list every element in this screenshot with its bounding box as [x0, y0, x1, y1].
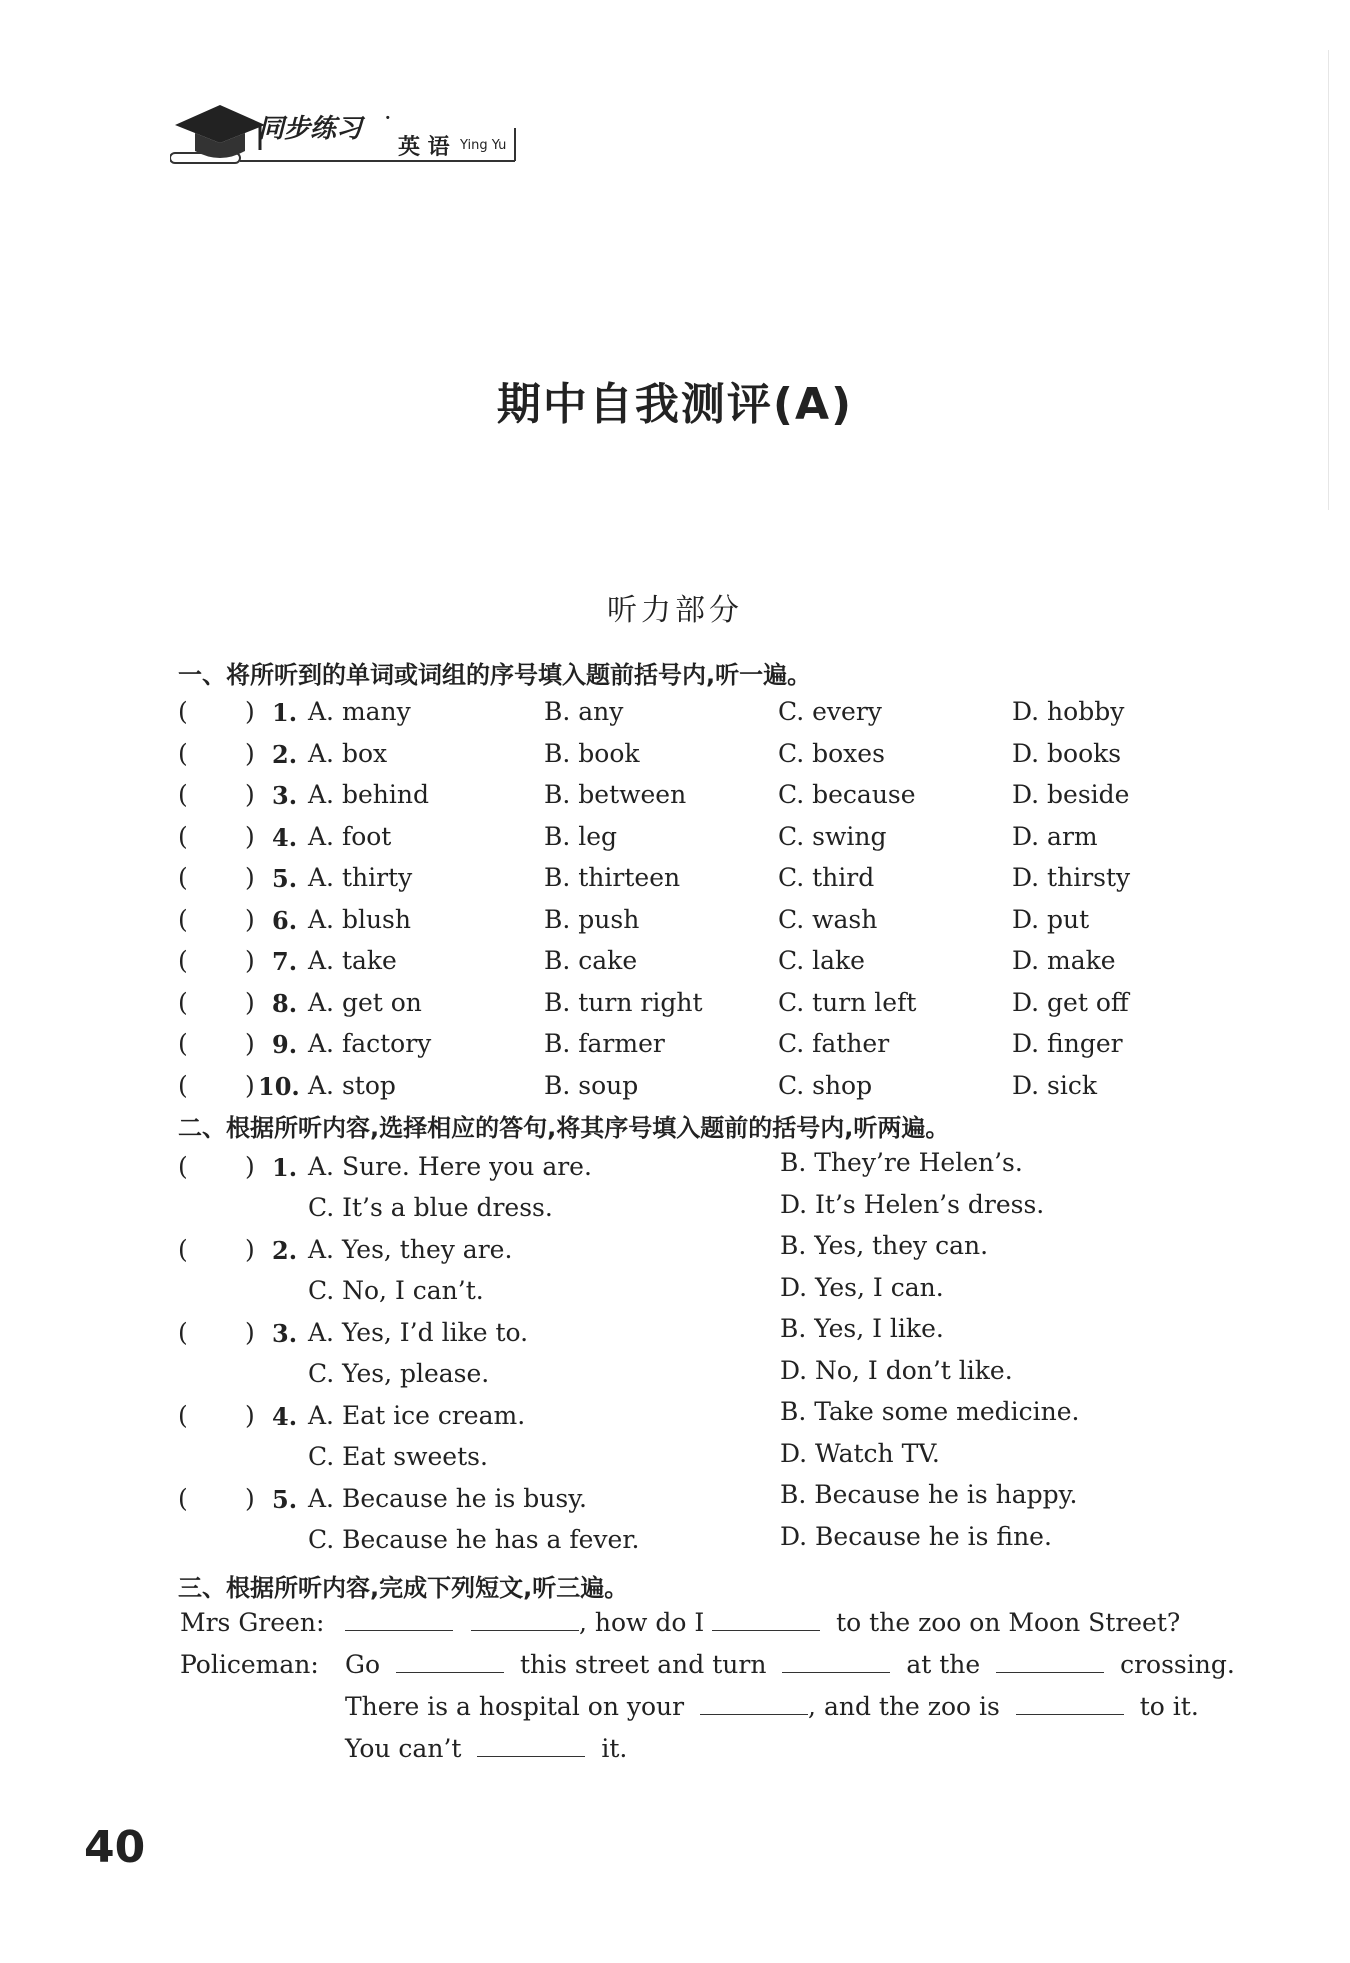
option-d: D. No, I don’t like.	[780, 1356, 1013, 1385]
option-b: B. turn right	[544, 987, 703, 1017]
page-title: 期中自我测评(A)	[496, 379, 854, 430]
line2-text-d: crossing.	[1120, 1650, 1235, 1679]
question-number: 10.	[258, 1071, 300, 1101]
option-b: B. Take some medicine.	[780, 1397, 1080, 1426]
option-a: A. Sure. Here you are.	[308, 1152, 592, 1181]
question-number: 9.	[272, 1030, 298, 1059]
answer-bracket-right: )	[245, 863, 255, 892]
answer-bracket-right: )	[245, 1401, 255, 1430]
option-a: A. take	[308, 946, 397, 975]
question-number: 2.	[272, 739, 298, 769]
dialogue-line-2-body	[345, 1650, 1235, 1679]
answer-bracket-left[interactable]: (	[178, 863, 188, 892]
option-a: A. stop	[308, 1070, 396, 1100]
dialogue-line-3	[345, 1692, 1199, 1721]
question-number: 7.	[272, 947, 298, 976]
line1-text-b: to the zoo on Moon Street?	[836, 1608, 1181, 1637]
question-number: 5.	[272, 864, 298, 893]
header-dot: ·	[384, 104, 392, 132]
option-d: D. Watch TV.	[780, 1439, 940, 1468]
option-d: D. arm	[1012, 821, 1098, 851]
answer-bracket-right: )	[245, 904, 255, 934]
answer-bracket-left[interactable]: (	[178, 780, 188, 809]
option-a: A. foot	[308, 821, 392, 851]
answer-bracket-left[interactable]: (	[178, 946, 188, 975]
option-d: D. hobby	[1012, 697, 1125, 726]
option-b: B. any	[544, 697, 624, 726]
answer-bracket-left[interactable]: (	[178, 1235, 188, 1264]
option-d: D. books	[1012, 738, 1122, 768]
option-b: B. book	[544, 738, 640, 768]
question-number: 1.	[272, 1153, 298, 1182]
option-c: C. shop	[778, 1070, 873, 1100]
option-c: C. third	[778, 863, 875, 892]
line3-text-a: There is a hospital on your	[345, 1692, 685, 1721]
option-d: D. finger	[1012, 1029, 1123, 1058]
answer-bracket-left[interactable]: (	[178, 1152, 188, 1181]
option-d: D. Yes, I can.	[780, 1273, 944, 1302]
answer-bracket-right: )	[245, 697, 255, 726]
question-number: 2.	[272, 1236, 298, 1265]
option-b: B. push	[544, 904, 640, 934]
answer-bracket-right: )	[245, 1235, 255, 1264]
option-d: D. get off	[1012, 987, 1129, 1017]
option-b: B. soup	[544, 1070, 639, 1100]
question-number: 6.	[272, 905, 298, 935]
answer-bracket-right: )	[245, 1070, 255, 1100]
question-number: 3.	[272, 1319, 298, 1348]
option-c: C. turn left	[778, 987, 917, 1017]
option-c: C. father	[778, 1029, 890, 1058]
option-a: A. Because he is busy.	[308, 1484, 587, 1513]
part2-instruction: 二、根据所听内容,选择相应的答句,将其序号填入题前的括号内,听两遍。	[178, 1114, 950, 1142]
question-number: 5.	[272, 1485, 298, 1514]
option-c: C. Yes, please.	[308, 1359, 490, 1388]
option-a: A. get on	[308, 987, 422, 1017]
option-b: B. cake	[544, 946, 638, 975]
option-b: B. Because he is happy.	[780, 1480, 1078, 1509]
blank-5[interactable]	[782, 1650, 890, 1673]
answer-bracket-left[interactable]: (	[178, 1484, 188, 1513]
subject-label: 英 语	[398, 135, 450, 160]
part3-instruction: 三、根据所听内容,完成下列短文,听三遍。	[178, 1574, 629, 1602]
graduation-cap-icon	[170, 95, 270, 175]
option-c: C. because	[778, 780, 916, 809]
option-c: C. Eat sweets.	[308, 1442, 488, 1471]
option-a: A. Eat ice cream.	[308, 1401, 526, 1430]
option-d: D. Because he is fine.	[780, 1522, 1052, 1551]
option-c: C. every	[778, 697, 882, 726]
blank-6[interactable]	[996, 1650, 1104, 1673]
line4-text-a: You can’t	[345, 1734, 462, 1763]
option-b: B. farmer	[544, 1029, 665, 1058]
option-c: C. wash	[778, 904, 878, 934]
dialogue-line-2	[180, 1650, 319, 1679]
blank-3[interactable]	[712, 1608, 820, 1631]
answer-bracket-left[interactable]: (	[178, 697, 188, 726]
option-a: A. blush	[308, 904, 411, 934]
page-number: 40	[84, 1822, 146, 1873]
dialogue-line-4	[345, 1734, 627, 1763]
blank-8[interactable]	[1016, 1692, 1124, 1715]
answer-bracket-left[interactable]: (	[178, 1070, 188, 1100]
header-rule	[240, 160, 515, 162]
option-a: A. Yes, I’d like to.	[308, 1318, 529, 1347]
line4-text-b: it.	[601, 1734, 628, 1763]
line3-text-c: to it.	[1139, 1692, 1199, 1721]
option-d: D. thirsty	[1012, 863, 1131, 892]
option-c: C. It’s a blue dress.	[308, 1193, 553, 1222]
option-d: D. sick	[1012, 1070, 1098, 1100]
answer-bracket-left[interactable]: (	[178, 1318, 188, 1347]
dialogue-line-1	[180, 1608, 324, 1637]
option-c: C. No, I can’t.	[308, 1276, 484, 1305]
answer-bracket-right: )	[245, 987, 255, 1017]
option-c: C. lake	[778, 946, 865, 975]
blank-7[interactable]	[700, 1692, 808, 1715]
line2-text-b: this street and turn	[519, 1650, 767, 1679]
question-number: 1.	[272, 698, 298, 727]
answer-bracket-right: )	[245, 780, 255, 809]
answer-bracket-right: )	[245, 1484, 255, 1513]
option-a: A. behind	[308, 780, 429, 809]
answer-bracket-right: )	[245, 946, 255, 975]
subject-pinyin: Ying Yu	[460, 138, 507, 153]
answer-bracket-right: )	[245, 1152, 255, 1181]
option-d: D. It’s Helen’s dress.	[780, 1190, 1045, 1219]
option-d: D. make	[1012, 946, 1116, 975]
option-b: B. Yes, they can.	[780, 1231, 989, 1260]
blank-9[interactable]	[477, 1734, 585, 1757]
part1-instruction: 一、将所听到的单词或词组的序号填入题前括号内,听一遍。	[178, 661, 812, 689]
option-b: B. between	[544, 780, 687, 809]
option-c: C. swing	[778, 821, 887, 851]
answer-bracket-right: )	[245, 738, 255, 768]
option-a: A. thirty	[308, 863, 413, 892]
answer-bracket-right: )	[245, 1318, 255, 1347]
option-b: B. thirteen	[544, 863, 681, 892]
option-c: C. boxes	[778, 738, 885, 768]
speaker-policeman: Policeman:	[180, 1650, 319, 1679]
line3-text-b: , and the zoo is	[808, 1692, 1000, 1721]
option-d: D. put	[1012, 904, 1090, 934]
question-number: 3.	[272, 781, 298, 810]
answer-bracket-left[interactable]: (	[178, 1029, 188, 1058]
header-rule-vertical	[514, 128, 516, 161]
brand-name: 同步练习	[258, 114, 363, 144]
answer-bracket-left[interactable]: (	[178, 904, 188, 934]
page-edge-shadow	[1328, 50, 1329, 510]
option-a: A. Yes, they are.	[308, 1235, 513, 1264]
answer-bracket-left[interactable]: (	[178, 987, 188, 1017]
option-a: A. many	[308, 697, 411, 726]
section-title: 听力部分	[607, 593, 743, 628]
answer-bracket-right: )	[245, 1029, 255, 1058]
speaker-mrs-green: Mrs Green:	[180, 1608, 325, 1637]
option-a: A. factory	[308, 1029, 432, 1058]
question-number: 4.	[272, 822, 298, 852]
dialogue-line-1-body	[345, 1608, 1180, 1637]
question-number: 8.	[272, 988, 298, 1018]
line2-text-a: Go	[345, 1650, 381, 1679]
blank-2[interactable]	[471, 1608, 579, 1631]
option-d: D. beside	[1012, 780, 1130, 809]
answer-bracket-left[interactable]: (	[178, 1401, 188, 1430]
answer-bracket-left[interactable]: (	[178, 821, 188, 851]
line2-text-c: at the	[906, 1650, 981, 1679]
option-b: B. They’re Helen’s.	[780, 1148, 1023, 1177]
option-b: B. leg	[544, 821, 618, 851]
option-c: C. Because he has a fever.	[308, 1525, 640, 1554]
question-number: 4.	[272, 1402, 298, 1431]
line1-text-a: , how do I	[578, 1608, 705, 1637]
blank-1[interactable]	[345, 1608, 453, 1631]
answer-bracket-left[interactable]: (	[178, 738, 188, 768]
answer-bracket-right: )	[245, 821, 255, 851]
option-b: B. Yes, I like.	[780, 1314, 944, 1343]
blank-4[interactable]	[396, 1650, 504, 1673]
option-a: A. box	[308, 738, 388, 768]
